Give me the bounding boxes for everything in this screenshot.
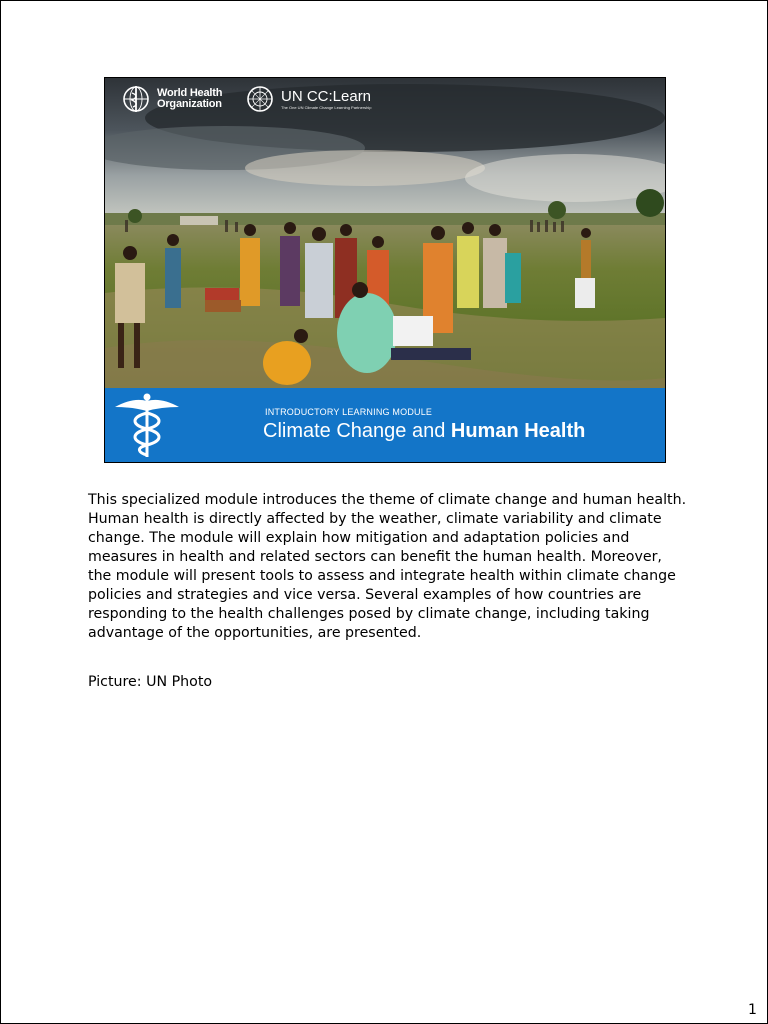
uncc-logo xyxy=(245,84,372,114)
module-title xyxy=(263,420,585,443)
caduceus-icon xyxy=(111,391,183,459)
photo-scene xyxy=(105,78,665,388)
slide-thumbnail xyxy=(104,77,666,463)
who-logo-text: World Health Organization xyxy=(157,87,223,110)
uncc-logo-text: UN CC:Learn xyxy=(281,87,372,105)
who-logo xyxy=(121,84,229,114)
title-banner xyxy=(105,388,665,462)
who-emblem-icon xyxy=(121,84,151,114)
module-title-regular: Climate Change and xyxy=(263,420,451,442)
module-label: INTRODUCTORY LEARNING MODULE xyxy=(265,407,433,417)
un-emblem-icon xyxy=(245,84,275,114)
cover-photo xyxy=(105,78,665,388)
photo-credit: Picture: UN Photo xyxy=(88,674,213,690)
uncc-tagline: The One UN Climate Change Learning Partnership xyxy=(281,104,372,110)
logo-row xyxy=(121,84,372,114)
module-description: This specialized module introduces the theme of climate change and human health. Human health is directly affected by the weather, climate variability and climate change. The module will explain how mitigation and adaptation policies and measures in health and related sectors can benefit the human health. Moreover, the module will present tools to assess and integrate health within climate change policies and strategies and vice versa. Several examples of how countries are responding to the health challenges posed by climate change, including taking advantage of the opportunities, are presented. xyxy=(88,492,687,641)
module-title-bold: Human Health xyxy=(450,420,586,442)
page-number: 1 xyxy=(748,1002,757,1018)
